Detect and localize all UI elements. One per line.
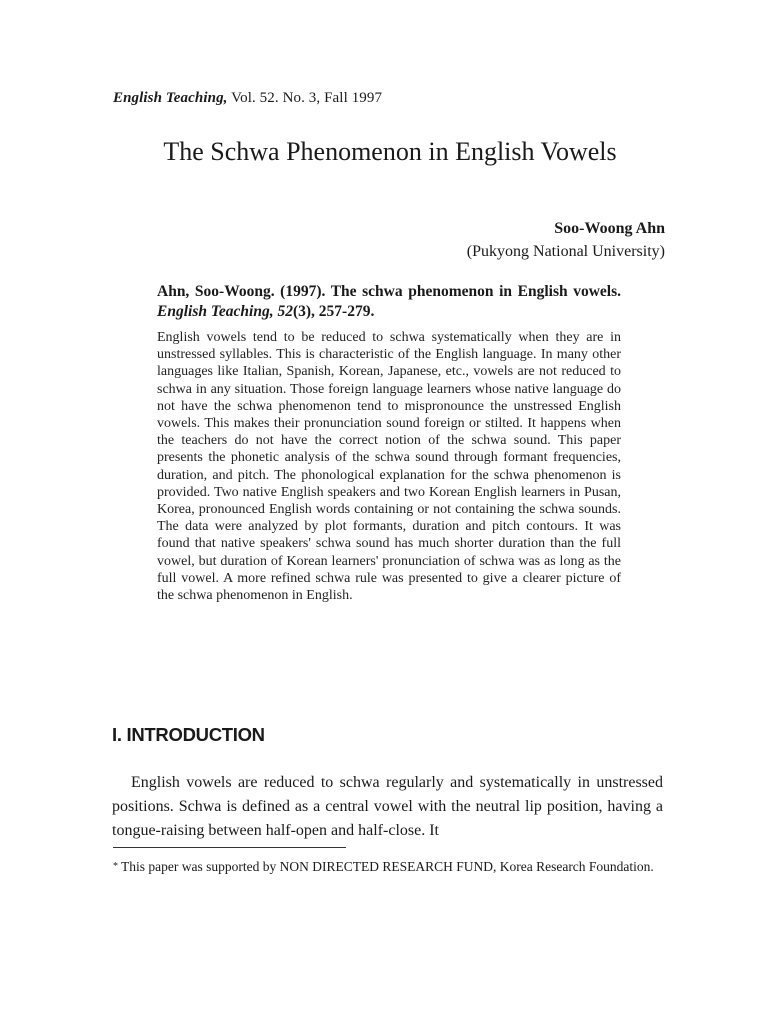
article-title: The Schwa Phenomenon in English Vowels	[163, 137, 617, 166]
citation-suffix: (3), 257-279.	[292, 303, 375, 320]
author-name: Soo-Woong Ahn	[554, 220, 665, 237]
abstract-text: English vowels tend to be reduced to schwa systematically when they are in unstressed syllables. This is characteristic of the English language. In many other languages like Italian, Spanish, Korean, Japanese, etc., vowels are not reduced to schwa in any situation. Those foreign language learners whose native language do not have the schwa phenomenon tend to mispronounce the unstressed English vowels. This makes their pronunciation sound foreign or stilted. It happens when the teachers do not have the correct notion of the schwa sound. This paper presents the phonetic analysis of the schwa sound through formant frequencies, duration, and pitch. The phonological explanation for the schwa phenomenon is provided. Two native English speakers and two Korean English learners in Pusan, Korea, pronounced English words containing or not containing the schwa sounds. The data were analyzed by plot formants, duration and pitch contours. It was found that native speakers' schwa sound has much shorter duration than the full vowel, but duration of Korean learners' pronunciation of schwa was as long as the full vowel. A more refined schwa rule was presented to give a clearer picture of the schwa phenomenon in English.	[157, 330, 621, 604]
section-body	[112, 771, 663, 843]
citation-journal: English Teaching, 52	[157, 303, 293, 320]
author-block	[467, 217, 665, 263]
citation-prefix: Ahn, Soo-Woong. (1997). The schwa phenomenon in English vowels.	[157, 283, 621, 300]
footnote-divider	[113, 847, 346, 848]
abstract	[157, 329, 621, 604]
section-heading: I. INTRODUCTION	[112, 724, 265, 745]
footnote	[113, 858, 664, 876]
running-head-issue: Vol. 52. No. 3, Fall 1997	[231, 90, 383, 106]
running-head	[113, 90, 382, 107]
citation	[157, 282, 621, 322]
author-affiliation: (Pukyong National University)	[466, 243, 665, 260]
footnote-mark: *	[113, 861, 118, 872]
footnote-text: This paper was supported by NON DIRECTED RESEARCH FUND, Korea Research Foundation.	[121, 859, 654, 874]
running-head-journal: English Teaching,	[113, 90, 228, 106]
section-body-text: English vowels are reduced to schwa regularly and systematically in unstressed positions. Schwa is defined as a central vowel with the neutral lip position, having a tongue-raising between half-open and half-close. It	[112, 774, 663, 839]
